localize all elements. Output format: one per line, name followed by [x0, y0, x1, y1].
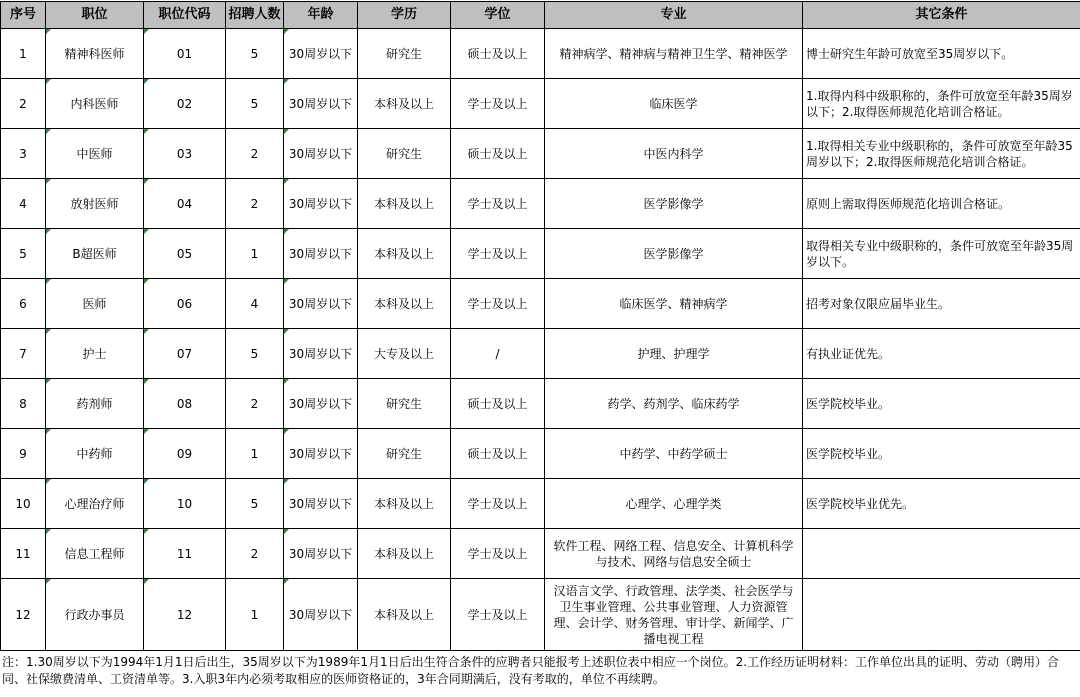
cell-major: 临床医学	[545, 79, 803, 129]
table-row	[1, 79, 1080, 129]
table-row	[1, 279, 1080, 329]
table-row	[1, 579, 1080, 651]
cell-position: 内科医师	[46, 79, 144, 129]
cell-code: 01	[144, 29, 226, 79]
cell-major: 护理、护理学	[545, 329, 803, 379]
header-position: 职位	[46, 2, 144, 29]
cell-age: 30周岁以下	[284, 129, 358, 179]
cell-age: 30周岁以下	[284, 179, 358, 229]
cell-no: 5	[1, 229, 46, 279]
cell-education: 本科及以上	[358, 179, 451, 229]
cell-position: 信息工程师	[46, 529, 144, 579]
cell-code: 12	[144, 579, 226, 651]
cell-code: 02	[144, 79, 226, 129]
cell-major: 心理学、心理学类	[545, 479, 803, 529]
cell-degree: 学士及以上	[451, 229, 545, 279]
cell-degree: 学士及以上	[451, 179, 545, 229]
header-count: 招聘人数	[226, 2, 284, 29]
cell-education: 本科及以上	[358, 529, 451, 579]
cell-count: 5	[226, 29, 284, 79]
cell-age: 30周岁以下	[284, 329, 358, 379]
cell-code: 10	[144, 479, 226, 529]
cell-no: 11	[1, 529, 46, 579]
cell-age: 30周岁以下	[284, 29, 358, 79]
cell-position: 中医师	[46, 129, 144, 179]
cell-education: 研究生	[358, 29, 451, 79]
cell-code: 07	[144, 329, 226, 379]
header-education: 学历	[358, 2, 451, 29]
cell-major: 医学影像学	[545, 229, 803, 279]
table-row	[1, 179, 1080, 229]
cell-degree: 学士及以上	[451, 529, 545, 579]
cell-position: 护士	[46, 329, 144, 379]
footnote: 注：1.30周岁以下为1994年1月1日后出生，35周岁以下为1989年1月1日后出生符合条件的应聘者只能报考上述职位表中相应一个岗位。2.工作经历证明材料：工作单位出具的证明、劳动（聘用）合同、社保缴费清单、工资清单等。3.入职3年内必须考取相应的医师资格证的，3年合同期满后，没有考取的，单位不再续聘。	[2, 655, 1060, 686]
cell-count: 5	[226, 329, 284, 379]
cell-degree: 学士及以上	[451, 279, 545, 329]
cell-education: 本科及以上	[358, 279, 451, 329]
table-row	[1, 479, 1080, 529]
header-row	[1, 2, 1080, 29]
positions-table	[0, 1, 1080, 651]
cell-age: 30周岁以下	[284, 479, 358, 529]
cell-other	[803, 579, 1080, 651]
cell-count: 2	[226, 129, 284, 179]
table-row	[1, 379, 1080, 429]
table-row	[1, 429, 1080, 479]
cell-other: 有执业证优先。	[803, 329, 1080, 379]
cell-no: 4	[1, 179, 46, 229]
cell-no: 8	[1, 379, 46, 429]
cell-major: 精神病学、精神病与精神卫生学、精神医学	[545, 29, 803, 79]
cell-position: B超医师	[46, 229, 144, 279]
cell-no: 2	[1, 79, 46, 129]
cell-position: 心理治疗师	[46, 479, 144, 529]
cell-count: 5	[226, 479, 284, 529]
cell-age: 30周岁以下	[284, 379, 358, 429]
cell-code: 09	[144, 429, 226, 479]
header-major: 专业	[545, 2, 803, 29]
cell-education: 本科及以上	[358, 479, 451, 529]
table-header	[1, 2, 1080, 29]
cell-education: 研究生	[358, 379, 451, 429]
cell-other: 博士研究生年龄可放宽至35周岁以下。	[803, 29, 1080, 79]
cell-other: 1.取得相关专业中级职称的，条件可放宽至年龄35周岁以下；2.取得医师规范化培训合格证。	[803, 129, 1080, 179]
header-degree: 学位	[451, 2, 545, 29]
cell-degree: 硕士及以上	[451, 429, 545, 479]
cell-education: 本科及以上	[358, 79, 451, 129]
table-row	[1, 129, 1080, 179]
cell-code: 11	[144, 529, 226, 579]
cell-no: 12	[1, 579, 46, 651]
cell-major: 中医内科学	[545, 129, 803, 179]
cell-major: 软件工程、网络工程、信息安全、计算机科学与技术、网络与信息安全硕士	[545, 529, 803, 579]
cell-education: 研究生	[358, 129, 451, 179]
cell-position: 行政办事员	[46, 579, 144, 651]
cell-code: 03	[144, 129, 226, 179]
cell-other	[803, 529, 1080, 579]
cell-other: 取得相关专业中级职称的，条件可放宽至年龄35周岁以下。	[803, 229, 1080, 279]
cell-education: 大专及以上	[358, 329, 451, 379]
cell-other: 原则上需取得医师规范化培训合格证。	[803, 179, 1080, 229]
cell-major: 中药学、中药学硕士	[545, 429, 803, 479]
cell-major: 医学影像学	[545, 179, 803, 229]
table-row	[1, 29, 1080, 79]
cell-code: 05	[144, 229, 226, 279]
cell-code: 08	[144, 379, 226, 429]
cell-age: 30周岁以下	[284, 529, 358, 579]
cell-position: 放射医师	[46, 179, 144, 229]
cell-no: 6	[1, 279, 46, 329]
cell-major: 药学、药剂学、临床药学	[545, 379, 803, 429]
header-code: 职位代码	[144, 2, 226, 29]
cell-no: 7	[1, 329, 46, 379]
cell-major: 汉语言文学、行政管理、法学类、社会医学与卫生事业管理、公共事业管理、人力资源管理、会计学、财务管理、审计学、新闻学、广播电视工程	[545, 579, 803, 651]
cell-degree: 学士及以上	[451, 479, 545, 529]
cell-other: 医学院校毕业优先。	[803, 479, 1080, 529]
cell-education: 研究生	[358, 429, 451, 479]
table-row	[1, 329, 1080, 379]
header-other: 其它条件	[803, 2, 1080, 29]
cell-no: 1	[1, 29, 46, 79]
cell-age: 30周岁以下	[284, 79, 358, 129]
cell-degree: 硕士及以上	[451, 129, 545, 179]
cell-position: 药剂师	[46, 379, 144, 429]
cell-degree: /	[451, 329, 545, 379]
cell-age: 30周岁以下	[284, 579, 358, 651]
cell-count: 4	[226, 279, 284, 329]
table-row	[1, 229, 1080, 279]
cell-degree: 学士及以上	[451, 79, 545, 129]
cell-other: 医学院校毕业。	[803, 429, 1080, 479]
table-body	[1, 29, 1080, 651]
cell-degree: 硕士及以上	[451, 29, 545, 79]
cell-code: 06	[144, 279, 226, 329]
cell-count: 5	[226, 79, 284, 129]
cell-position: 中药师	[46, 429, 144, 479]
cell-count: 1	[226, 579, 284, 651]
header-age: 年龄	[284, 2, 358, 29]
cell-other: 医学院校毕业。	[803, 379, 1080, 429]
cell-position: 医师	[46, 279, 144, 329]
table-row	[1, 529, 1080, 579]
cell-major: 临床医学、精神病学	[545, 279, 803, 329]
cell-count: 2	[226, 379, 284, 429]
cell-age: 30周岁以下	[284, 279, 358, 329]
cell-degree: 学士及以上	[451, 579, 545, 651]
cell-count: 2	[226, 529, 284, 579]
cell-other: 1.取得内科中级职称的，条件可放宽至年龄35周岁以下；2.取得医师规范化培训合格证。	[803, 79, 1080, 129]
cell-education: 本科及以上	[358, 229, 451, 279]
cell-education: 本科及以上	[358, 579, 451, 651]
cell-no: 10	[1, 479, 46, 529]
cell-count: 1	[226, 429, 284, 479]
cell-position: 精神科医师	[46, 29, 144, 79]
cell-count: 1	[226, 229, 284, 279]
cell-code: 04	[144, 179, 226, 229]
cell-degree: 硕士及以上	[451, 379, 545, 429]
header-no: 序号	[1, 2, 46, 29]
cell-no: 9	[1, 429, 46, 479]
cell-count: 2	[226, 179, 284, 229]
cell-other: 招考对象仅限应届毕业生。	[803, 279, 1080, 329]
cell-no: 3	[1, 129, 46, 179]
cell-age: 30周岁以下	[284, 429, 358, 479]
cell-age: 30周岁以下	[284, 229, 358, 279]
